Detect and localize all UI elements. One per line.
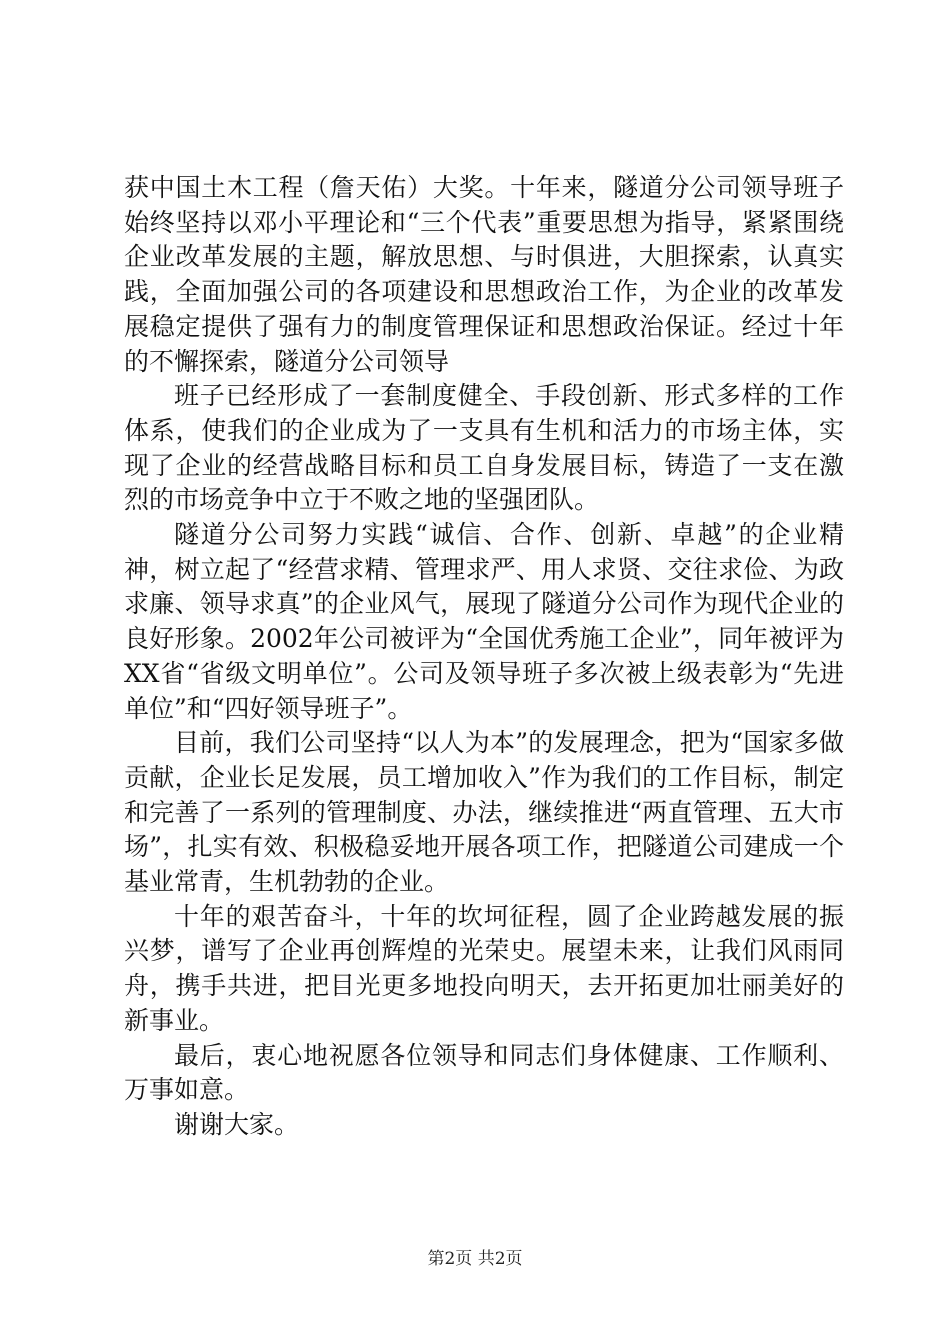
paragraph: 目前，我们公司坚持“以人为本”的发展理念，把为“国家多做贡献，企业长足发展，员工增加收入”作为我们的工作目标，制定和完善了一系列的管理制度、办法，继续推进“两直管理、五大市场”，扎实有效、积极稳妥地开展各项工作，把隧道公司建成一个基业常青，生机勃勃的企业。	[124, 728, 844, 897]
paragraph: 隧道分公司努力实践“诚信、合作、创新、卓越”的企业精神，树立起了“经营求精、管理求严、用人求贤、交往求俭、为政求廉、领导求真”的企业风气，展现了隧道分公司作为现代企业的良好形象。2002年公司被评为“全国优秀施工企业”，同年被评为XX省“省级文明单位”。公司及领导班子多次被上级表彰为“先进单位”和“四好领导班子”。	[124, 520, 844, 723]
document-body	[124, 171, 844, 1143]
paragraph-continued: 获中国土木工程（詹天佑）大奖。十年来，隧道分公司领导班子始终坚持以邓小平理论和“三个代表”重要思想为指导，紧紧围绕企业改革发展的主题，解放思想、与时俱进，大胆探索，认真实践，全面加强公司的各项建设和思想政治工作，为企业的改革发展稳定提供了强有力的制度管理保证和思想政治保证。经过十年的不懈探索，隧道分公司领导	[124, 173, 844, 376]
page-number-footer: 第2页 共2页	[427, 1249, 523, 1269]
paragraph: 最后，衷心地祝愿各位领导和同志们身体健康、工作顺利、万事如意。	[124, 1040, 844, 1105]
paragraph: 十年的艰苦奋斗，十年的坎坷征程，圆了企业跨越发展的振兴梦，谱写了企业再创辉煌的光荣史。展望未来，让我们风雨同舟，携手共进，把目光更多地投向明天，去开拓更加壮丽美好的新事业。	[124, 901, 844, 1035]
paragraph: 班子已经形成了一套制度健全、手段创新、形式多样的工作体系，使我们的企业成为了一支具有生机和活力的市场主体，实现了企业的经营战略目标和员工自身发展目标，铸造了一支在激烈的市场竞争中立于不败之地的坚强团队。	[124, 381, 844, 515]
paragraph-closing: 谢谢大家。	[174, 1109, 300, 1139]
